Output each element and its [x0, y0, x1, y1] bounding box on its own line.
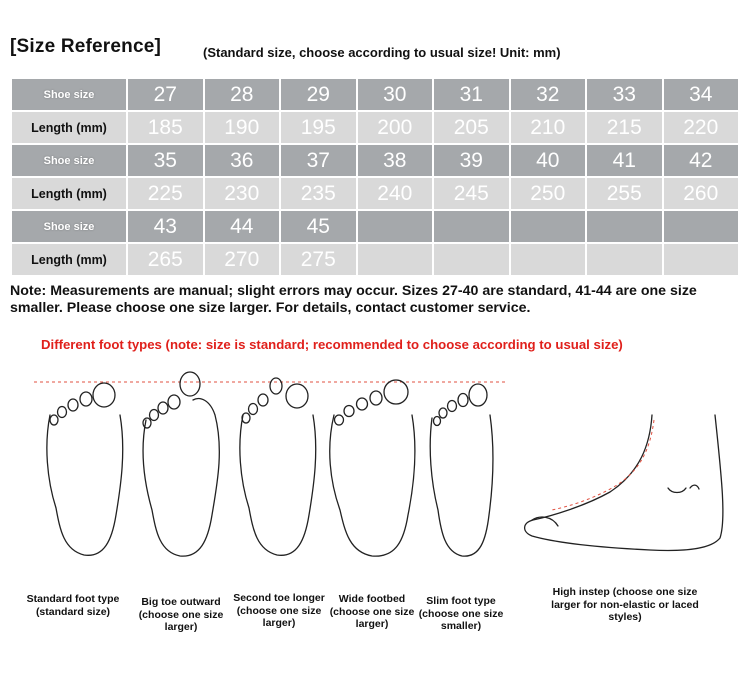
empty-cell [663, 210, 740, 243]
shoe-size-label: Shoe size [11, 78, 127, 111]
shoe-size-cell: 33 [586, 78, 663, 111]
shoe-size-cell: 37 [280, 144, 357, 177]
length-row [11, 243, 739, 276]
shoe-size-row [11, 78, 739, 111]
caption-wide-footbed: Wide footbed (choose one size larger) [329, 593, 415, 630]
length-cell: 235 [280, 177, 357, 210]
caption-second-toe-longer: Second toe longer (choose one size larger) [233, 592, 325, 629]
shoe-size-cell: 34 [663, 78, 740, 111]
shoe-size-cell: 43 [127, 210, 204, 243]
shoe-size-label: Shoe size [11, 144, 127, 177]
empty-cell [586, 243, 663, 276]
shoe-size-cell: 41 [586, 144, 663, 177]
shoe-size-cell: 31 [433, 78, 510, 111]
empty-cell [433, 210, 510, 243]
shoe-size-row [11, 144, 739, 177]
empty-cell [510, 243, 587, 276]
high-instep-foot-icon [525, 415, 723, 551]
shoe-size-cell: 42 [663, 144, 740, 177]
length-label: Length (mm) [11, 243, 127, 276]
shoe-size-cell: 39 [433, 144, 510, 177]
measurement-note: Note: Measurements are manual; slight errors may occur. Sizes 27-40 are standard, 41-44 are one size smaller. Please choose one size larger. For details, contact customer service. [10, 283, 697, 316]
length-cell: 255 [586, 177, 663, 210]
page-subtitle: (Standard size, choose according to usual size! Unit: mm) [203, 45, 561, 60]
big-toe-outward-foot-icon [143, 372, 219, 556]
title-row [10, 36, 740, 66]
caption-slim-foot: Slim foot type (choose one size smaller) [418, 595, 504, 632]
instep-reference-line [552, 420, 654, 510]
length-cell: 200 [357, 111, 434, 144]
empty-cell [586, 210, 663, 243]
standard-foot-icon [47, 383, 123, 555]
length-cell: 195 [280, 111, 357, 144]
second-toe-longer-foot-icon [240, 378, 316, 555]
shoe-size-cell: 40 [510, 144, 587, 177]
shoe-size-cell: 45 [280, 210, 357, 243]
length-cell: 230 [204, 177, 281, 210]
length-cell: 205 [433, 111, 510, 144]
length-row [11, 177, 739, 210]
shoe-size-cell: 32 [510, 78, 587, 111]
length-label: Length (mm) [11, 111, 127, 144]
shoe-size-cell: 38 [357, 144, 434, 177]
page-title: [Size Reference] [10, 36, 162, 57]
empty-cell [663, 243, 740, 276]
slim-foot-icon [430, 384, 493, 556]
size-table [10, 77, 740, 277]
caption-big-toe-outward: Big toe outward (choose one size larger) [138, 596, 224, 633]
length-cell: 270 [204, 243, 281, 276]
length-cell: 245 [433, 177, 510, 210]
length-cell: 190 [204, 111, 281, 144]
wide-footbed-foot-icon [330, 380, 415, 556]
length-cell: 250 [510, 177, 587, 210]
length-label: Length (mm) [11, 177, 127, 210]
caption-standard-foot: Standard foot type (standard size) [26, 593, 120, 618]
shoe-size-cell: 30 [357, 78, 434, 111]
shoe-size-label: Shoe size [11, 210, 127, 243]
length-cell: 275 [280, 243, 357, 276]
length-cell: 220 [663, 111, 740, 144]
length-row [11, 111, 739, 144]
empty-cell [510, 210, 587, 243]
shoe-size-cell: 35 [127, 144, 204, 177]
caption-high-instep: High instep (choose one size larger for non-elastic or laced styles) [551, 586, 699, 623]
length-cell: 225 [127, 177, 204, 210]
shoe-size-cell: 44 [204, 210, 281, 243]
shoe-size-cell: 29 [280, 78, 357, 111]
shoe-size-cell: 27 [127, 78, 204, 111]
length-cell: 210 [510, 111, 587, 144]
empty-cell [357, 243, 434, 276]
length-cell: 240 [357, 177, 434, 210]
shoe-size-cell: 28 [204, 78, 281, 111]
shoe-size-row [11, 210, 739, 243]
foot-types-illustration [0, 360, 750, 590]
length-cell: 260 [663, 177, 740, 210]
empty-cell [357, 210, 434, 243]
length-cell: 215 [586, 111, 663, 144]
length-cell: 265 [127, 243, 204, 276]
shoe-size-cell: 36 [204, 144, 281, 177]
foot-types-heading: Different foot types (note: size is standard; recommended to choose according to usual size) [41, 337, 623, 352]
length-cell: 185 [127, 111, 204, 144]
empty-cell [433, 243, 510, 276]
